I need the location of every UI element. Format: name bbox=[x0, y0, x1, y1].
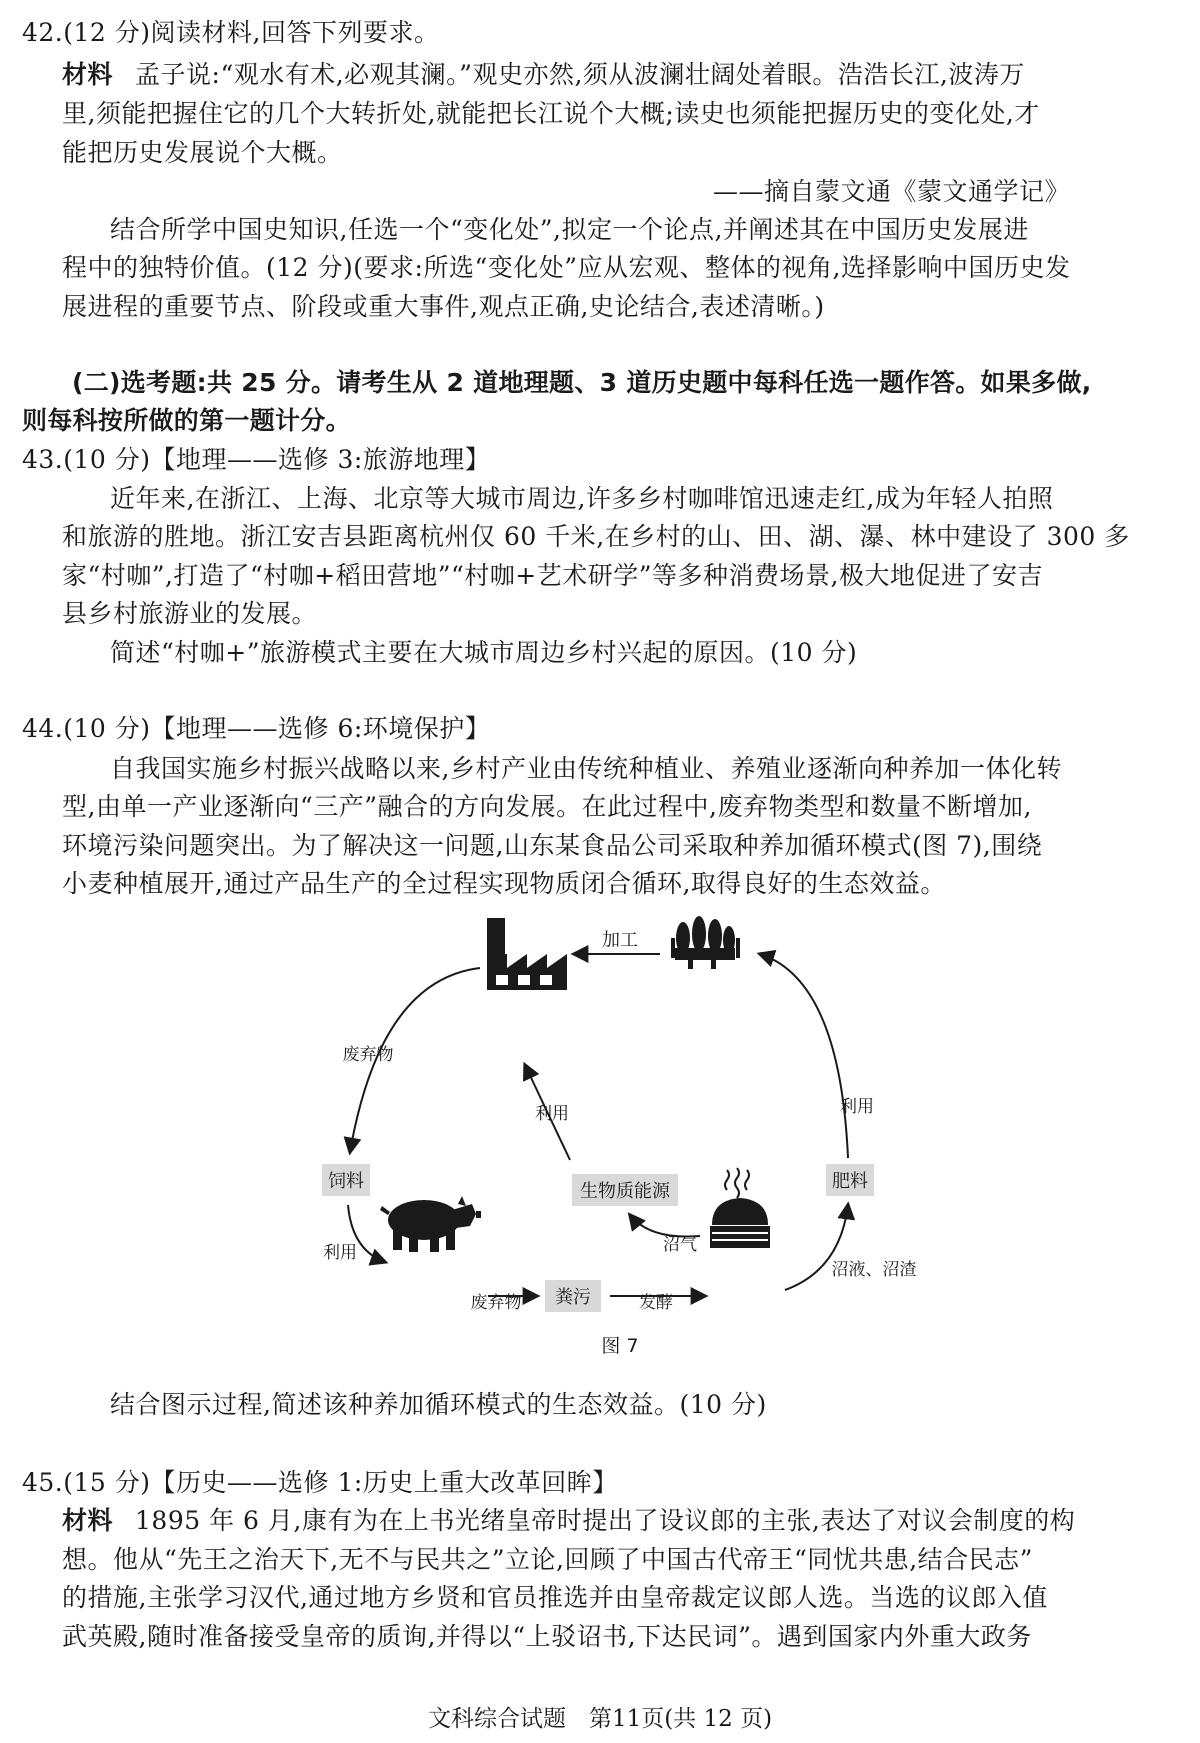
wheat-icon bbox=[671, 916, 740, 969]
page-footer: 文科综合试题 第11页(共 12 页) bbox=[427, 1706, 773, 1732]
section2-line-2: 则每科按所做的第一题计分。 bbox=[22, 406, 351, 435]
q42-task-line-1: 结合所学中国史知识,任选一个“变化处”,拟定一个论点,并阐述其在中国历史发展进 bbox=[110, 215, 1029, 244]
q45-line-2: 想。他从“先王之治天下,无不与民共之”立论,回顾了中国古代帝王“同忧共患,结合民志” bbox=[62, 1545, 1033, 1574]
label-waste-bottom: 废弃物 bbox=[470, 1293, 522, 1313]
q42-header: 42.(12 分)阅读材料,回答下列要求。 bbox=[22, 18, 440, 47]
q45-material-label: 材料 bbox=[62, 1506, 114, 1535]
label-bio-energy: 生物质能源 bbox=[580, 1181, 670, 1202]
q43-line-3: 家“村咖”,打造了“村咖+稻田营地”“村咖+艺术研学”等多种消费场景,极大地促进了安吉 bbox=[62, 561, 1043, 590]
q44-question: 结合图示过程,简述该种养加循环模式的生态效益。(10 分) bbox=[110, 1390, 767, 1419]
q45-line-4: 武英殿,随时准备接受皇帝的质询,并得以“上驳诏书,下达民词”。遇到国家内外重大政务 bbox=[62, 1622, 1032, 1651]
q42-source: ——摘自蒙文通《蒙文通学记》 bbox=[712, 177, 1070, 206]
q45-line-1: 材料 1895 年 6 月,康有为在上书光绪皇帝时提出了设议郎的主张,表达了对议会制度的构 bbox=[62, 1506, 1076, 1535]
label-use-fertilizer: 利用 bbox=[840, 1097, 874, 1117]
figure-caption: 图 7 bbox=[601, 1335, 639, 1357]
q42-material-line-2: 里,须能把握住它的几个大转折处,就能把长江说个大概;读史也须能把握历史的变化处,才 bbox=[62, 99, 1040, 128]
q43-header: 43.(10 分)【地理——选修 3:旅游地理】 bbox=[22, 445, 491, 474]
q44-line-1: 自我国实施乡村振兴战略以来,乡村产业由传统种植业、养殖业逐渐向种养加一体化转 bbox=[110, 754, 1062, 783]
q42-task-line-3: 展进程的重要节点、阶段或重大事件,观点正确,史论结合,表述清晰。) bbox=[62, 292, 825, 321]
label-feed: 饲料 bbox=[328, 1171, 364, 1192]
q43-line-1: 近年来,在浙江、上海、北京等大城市周边,许多乡村咖啡馆迅速走红,成为年轻人拍照 bbox=[110, 484, 1054, 513]
factory-icon bbox=[487, 918, 567, 990]
label-manure: 粪污 bbox=[555, 1287, 591, 1308]
q44-line-4: 小麦种植展开,通过产品生产的全过程实现物质闭合循环,取得良好的生态效益。 bbox=[62, 869, 946, 898]
q42-material-label: 材料 bbox=[62, 60, 114, 89]
label-fertilizer: 肥料 bbox=[832, 1171, 868, 1192]
q44-header: 44.(10 分)【地理——选修 6:环境保护】 bbox=[22, 714, 491, 743]
q43-line-4: 县乡村旅游业的发展。 bbox=[62, 599, 318, 628]
q44-line-3: 环境污染问题突出。为了解决这一问题,山东某食品公司采取种养加循环模式(图 7),围绕 bbox=[62, 831, 1043, 860]
q43-line-2: 和旅游的胜地。浙江安吉县距离杭州仅 60 千米,在乡村的山、田、湖、瀑、林中建设了 300 多 bbox=[62, 522, 1130, 551]
q45-header: 45.(15 分)【历史——选修 1:历史上重大改革回眸】 bbox=[22, 1468, 618, 1497]
label-use-bio: 利用 bbox=[535, 1104, 569, 1124]
q42-material-line-3: 能把历史发展说个大概。 bbox=[62, 138, 343, 167]
label-biogas: 沼气 bbox=[663, 1235, 697, 1255]
label-use-feed: 利用 bbox=[323, 1243, 357, 1263]
pig-icon bbox=[380, 1196, 481, 1252]
label-ferment: 发酵 bbox=[639, 1293, 673, 1313]
arrow-fertilizer-to-wheat bbox=[760, 954, 848, 1158]
q45-line-3: 的措施,主张学习汉代,通过地方乡贤和官员推选并由皇帝裁定议郎人选。当选的议郎入值 bbox=[62, 1583, 1048, 1612]
q42-material-line-1: 材料 孟子说:“观水有术,必观其澜。”观史亦然,须从波澜壮阔处着眼。浩浩长江,波涛万 bbox=[62, 60, 1025, 89]
section2-line-1: (二)选考题:共 25 分。请考生从 2 道地理题、3 道历史题中每科任选一题作答。如果多做, bbox=[72, 368, 1092, 397]
biogas-digester-icon bbox=[710, 1168, 770, 1248]
label-processing: 加工 bbox=[602, 930, 638, 951]
q42-task-line-2: 程中的独特价值。(12 分)(要求:所选“变化处”应从宏观、整体的视角,选择影响中国历史发 bbox=[62, 253, 1071, 282]
label-slurry: 沼液、沼渣 bbox=[831, 1260, 917, 1280]
label-waste-top: 废弃物 bbox=[342, 1045, 394, 1065]
q43-question: 简述“村咖+”旅游模式主要在大城市周边乡村兴起的原因。(10 分) bbox=[110, 638, 858, 667]
q44-line-2: 型,由单一产业逐渐向“三产”融合的方向发展。在此过程中,废弃物类型和数量不断增加, bbox=[62, 792, 1032, 821]
arrow-biogas bbox=[630, 1215, 700, 1237]
